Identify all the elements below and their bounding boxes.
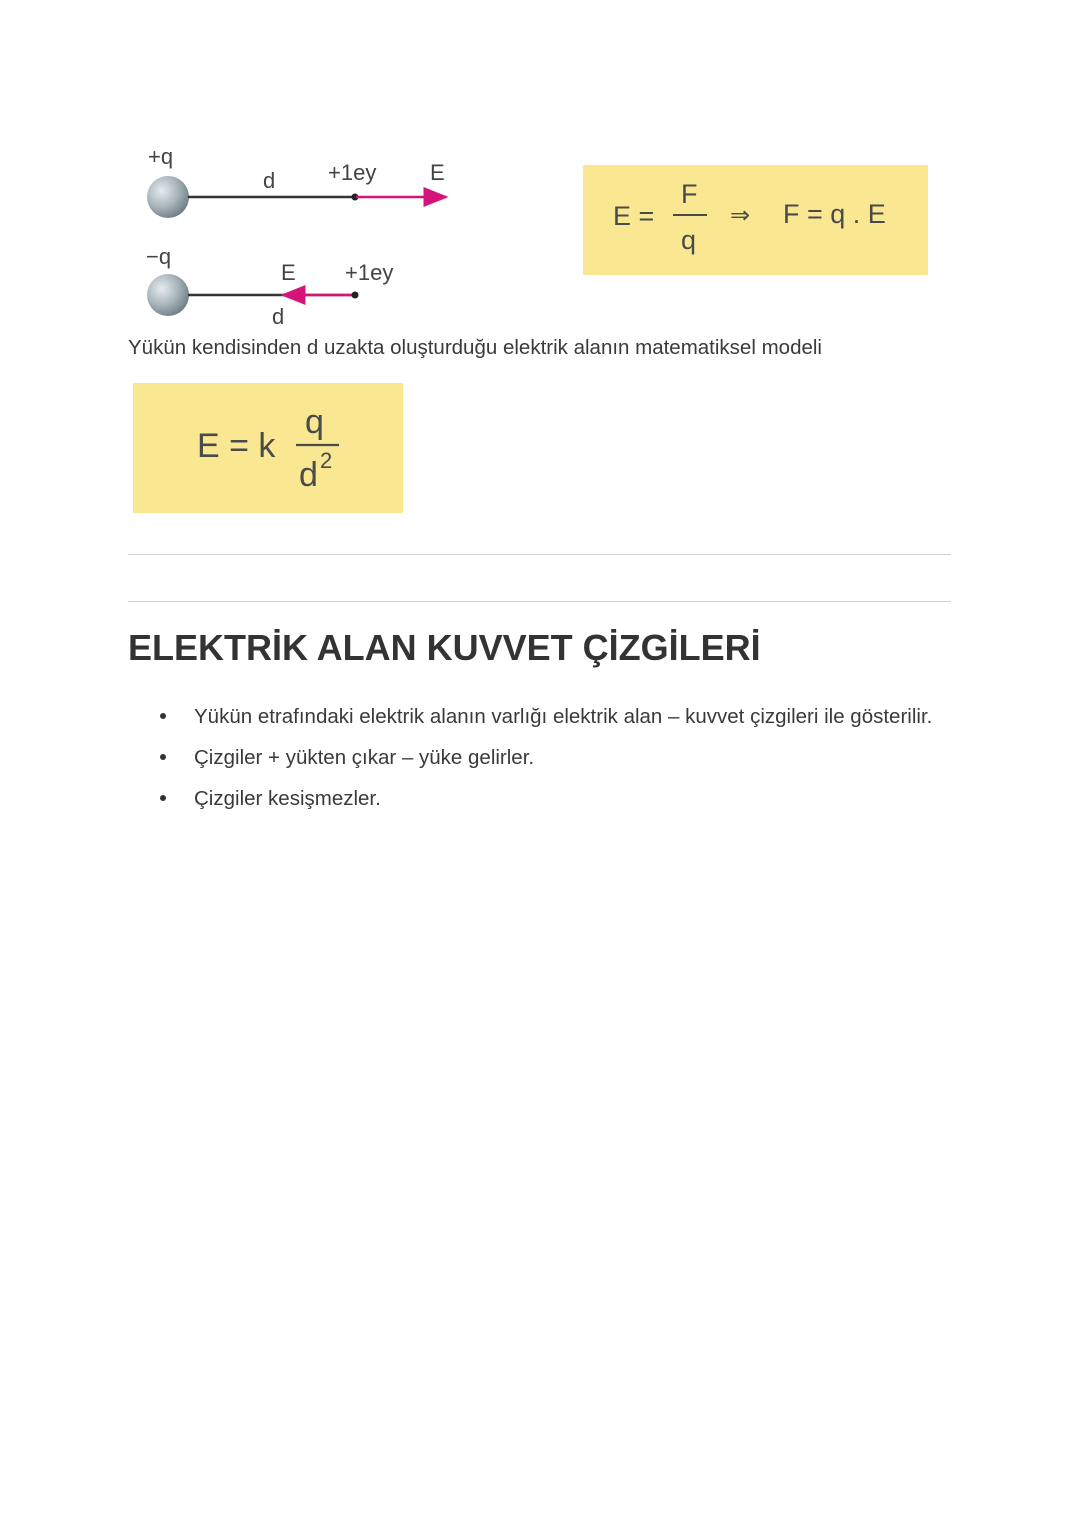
- top-test-charge-label: +1ey: [328, 160, 377, 185]
- formula2-numerator: q: [305, 403, 324, 441]
- negative-charge-sphere: [147, 274, 189, 316]
- formula1-lhs: E =: [613, 201, 655, 231]
- field-definition-formula: [583, 165, 928, 275]
- coulomb-field-formula: [133, 383, 403, 513]
- list-item: [158, 778, 938, 819]
- formula1-denominator: q: [681, 225, 697, 255]
- bullet-icon: [160, 754, 166, 760]
- top-distance-label: d: [263, 168, 276, 193]
- bottom-test-charge-label: +1ey: [345, 260, 394, 285]
- negative-charge-label: −q: [146, 244, 172, 269]
- section-title: ELEKTRİK ALAN KUVVET ÇİZGİLERİ: [128, 627, 761, 668]
- formula-caption: Yükün kendisinden d uzakta oluşturduğu elektrik alanın matematiksel modeli: [128, 336, 822, 359]
- divider-bottom: [128, 601, 951, 602]
- bullet-icon: [160, 713, 166, 719]
- bottom-field-label: E: [281, 260, 296, 285]
- top-field-label: E: [430, 160, 445, 185]
- implies-symbol: ⇒: [730, 201, 751, 229]
- divider-top: [128, 554, 951, 555]
- formula2-lhs: E = k: [197, 427, 276, 465]
- bottom-test-charge-dot: [352, 292, 359, 299]
- formula1-numerator: F: [681, 179, 698, 209]
- list-item-text: Yükün etrafındaki elektrik alanın varlığı elektrik alan – kuvvet çizgileri ile gösterilir.: [194, 705, 933, 728]
- formula2-denominator-exponent: 2: [320, 448, 333, 473]
- list-item-text: Çizgiler kesişmezler.: [194, 787, 381, 810]
- list-item: [158, 696, 938, 737]
- list-item-text: Çizgiler + yükten çıkar – yüke gelirler.: [194, 746, 535, 769]
- bullet-icon: [160, 795, 166, 801]
- formula2-denominator-base: d: [299, 456, 318, 494]
- bottom-distance-label: d: [272, 304, 285, 329]
- list-item: [158, 737, 938, 778]
- formula1-rhs: F = q . E: [783, 199, 886, 229]
- positive-charge-label: +q: [148, 144, 174, 169]
- bullet-list: [158, 696, 938, 819]
- charge-field-diagram: [130, 140, 470, 330]
- positive-charge-sphere: [147, 176, 189, 218]
